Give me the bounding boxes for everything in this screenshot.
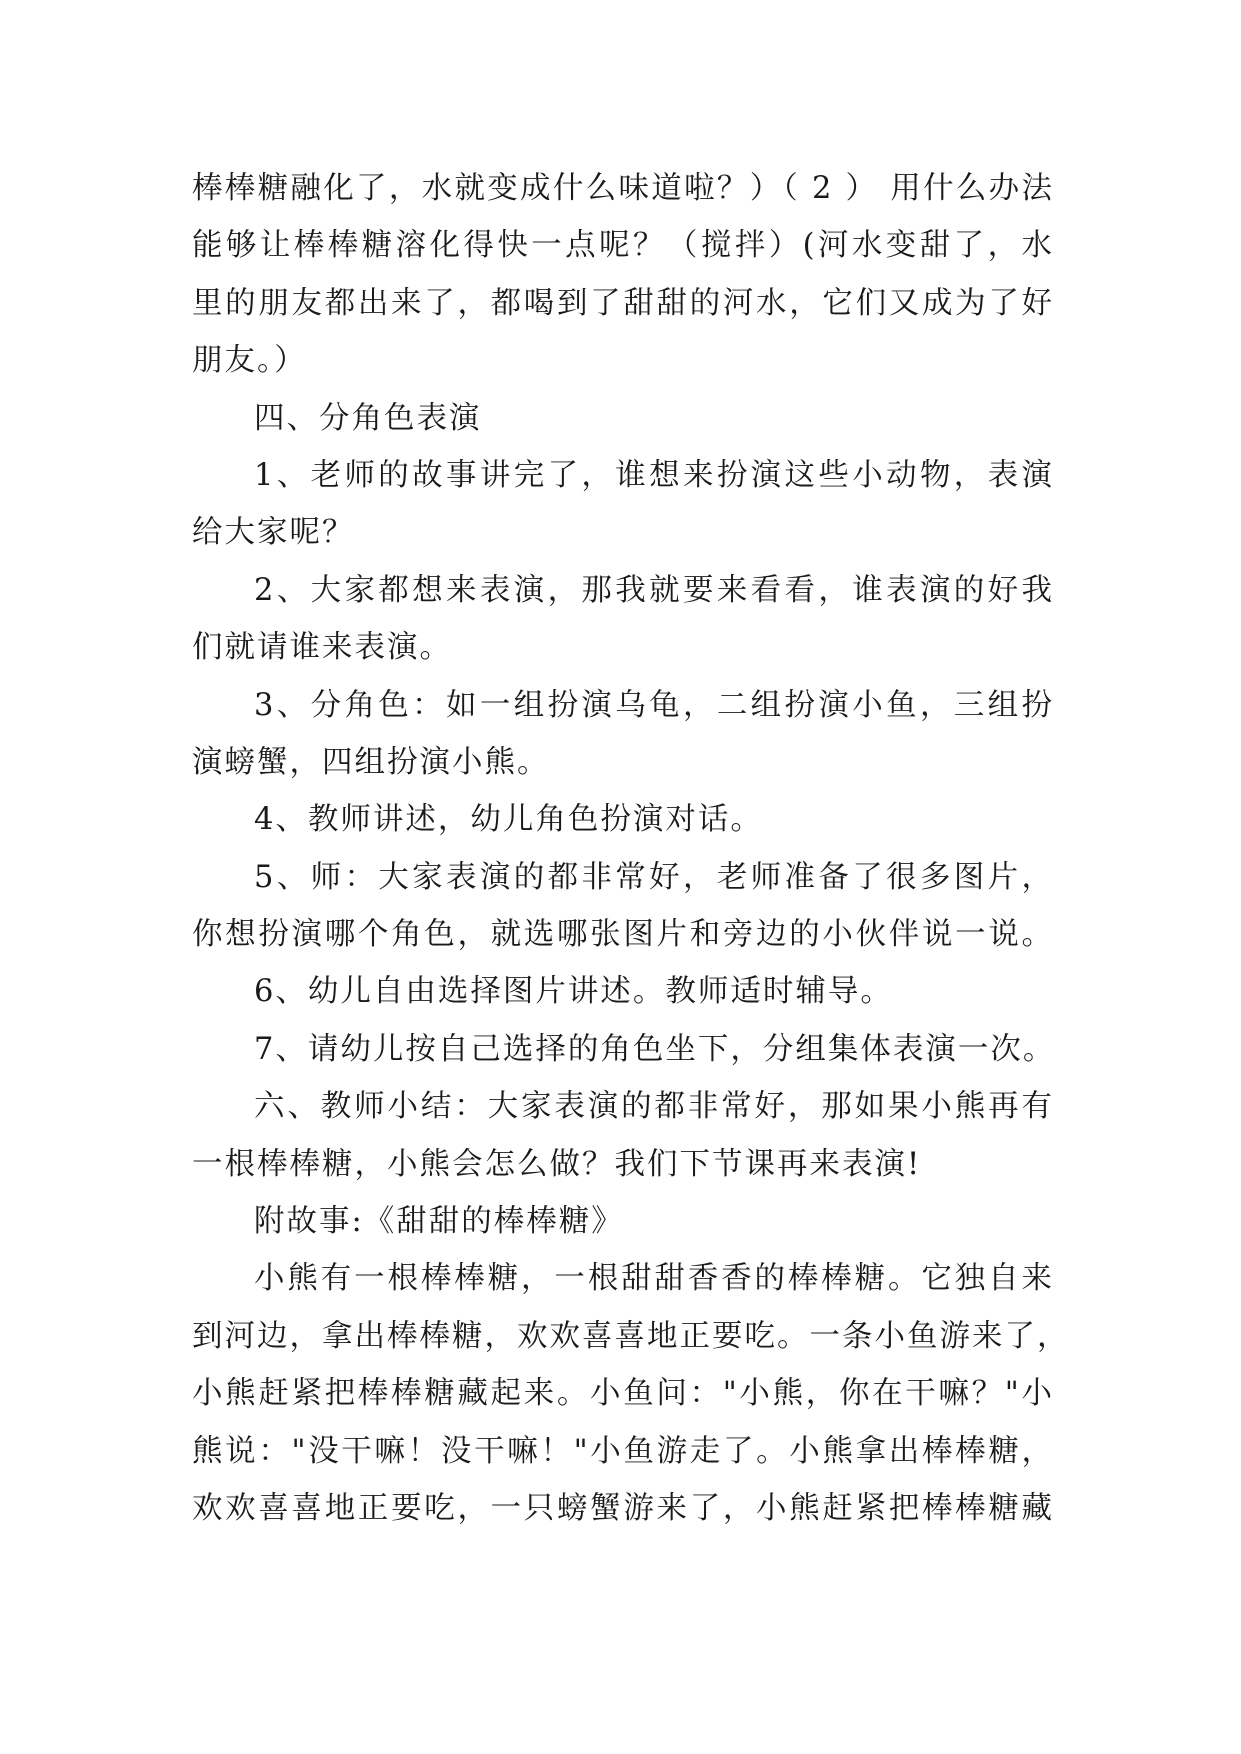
text-line: 里的朋友都出来了，都喝到了甜甜的河水，它们又成为了好 bbox=[192, 285, 1054, 321]
text-line: 4、教师讲述，幼儿角色扮演对话。 bbox=[254, 802, 763, 838]
text-line: 5、师：大家表演的都非常好，老师准备了很多图片， bbox=[254, 859, 1054, 895]
text-line: 1、老师的故事讲完了，谁想来扮演这些小动物，表演 bbox=[254, 457, 1054, 493]
text-line: 3、分角色：如一组扮演乌龟，二组扮演小鱼，三组扮 bbox=[254, 687, 1054, 723]
text-line: 给大家呢？ bbox=[192, 515, 355, 551]
text-line: 小熊赶紧把棒棒糖藏起来。小鱼问："小熊，你在干嘛？"小 bbox=[192, 1376, 1054, 1412]
text-line: 一根棒棒糖，小熊会怎么做？我们下节课再来表演! bbox=[192, 1146, 922, 1182]
text-line: 熊说："没干嘛！没干嘛！"小鱼游走了。小熊拿出棒棒糖， bbox=[192, 1433, 1054, 1469]
text-line: 7、请幼儿按自己选择的角色坐下，分组集体表演一次。 bbox=[254, 1031, 1056, 1067]
document-body bbox=[192, 160, 1070, 1537]
text-line: 你想扮演哪个角色，就选哪张图片和旁边的小伙伴说一说。 bbox=[192, 917, 1054, 953]
text-line: 附故事:《甜甜的棒棒糖》 bbox=[254, 1204, 624, 1240]
text-line: 小熊有一根棒棒糖，一根甜甜香香的棒棒糖。它独自来 bbox=[254, 1261, 1054, 1297]
text-line: 朋友。） bbox=[192, 343, 307, 379]
text-line: 能够让棒棒糖溶化得快一点呢？（搅拌）(河水变甜了，水 bbox=[192, 228, 1054, 264]
text-line: 四、分角色表演 bbox=[254, 400, 482, 436]
text-line: 演螃蟹，四组扮演小熊。 bbox=[192, 744, 550, 780]
text-line: 6、幼儿自由选择图片讲述。教师适时辅导。 bbox=[254, 974, 893, 1010]
text-line: 2、大家都想来表演，那我就要来看看，谁表演的好我 bbox=[254, 572, 1054, 608]
text-line: 们就请谁来表演。 bbox=[192, 630, 452, 666]
text-line: 棒棒糖融化了，水就变成什么味道啦？）（ 2 ） 用什么办法 bbox=[192, 171, 1054, 206]
text-line: 六、教师小结：大家表演的都非常好，那如果小熊再有 bbox=[254, 1089, 1054, 1125]
text-line: 欢欢喜喜地正要吃，一只螃蟹游来了，小熊赶紧把棒棒糖藏 bbox=[192, 1490, 1054, 1526]
text-line: 到河边，拿出棒棒糖，欢欢喜喜地正要吃。一条小鱼游来了， bbox=[192, 1318, 1070, 1354]
